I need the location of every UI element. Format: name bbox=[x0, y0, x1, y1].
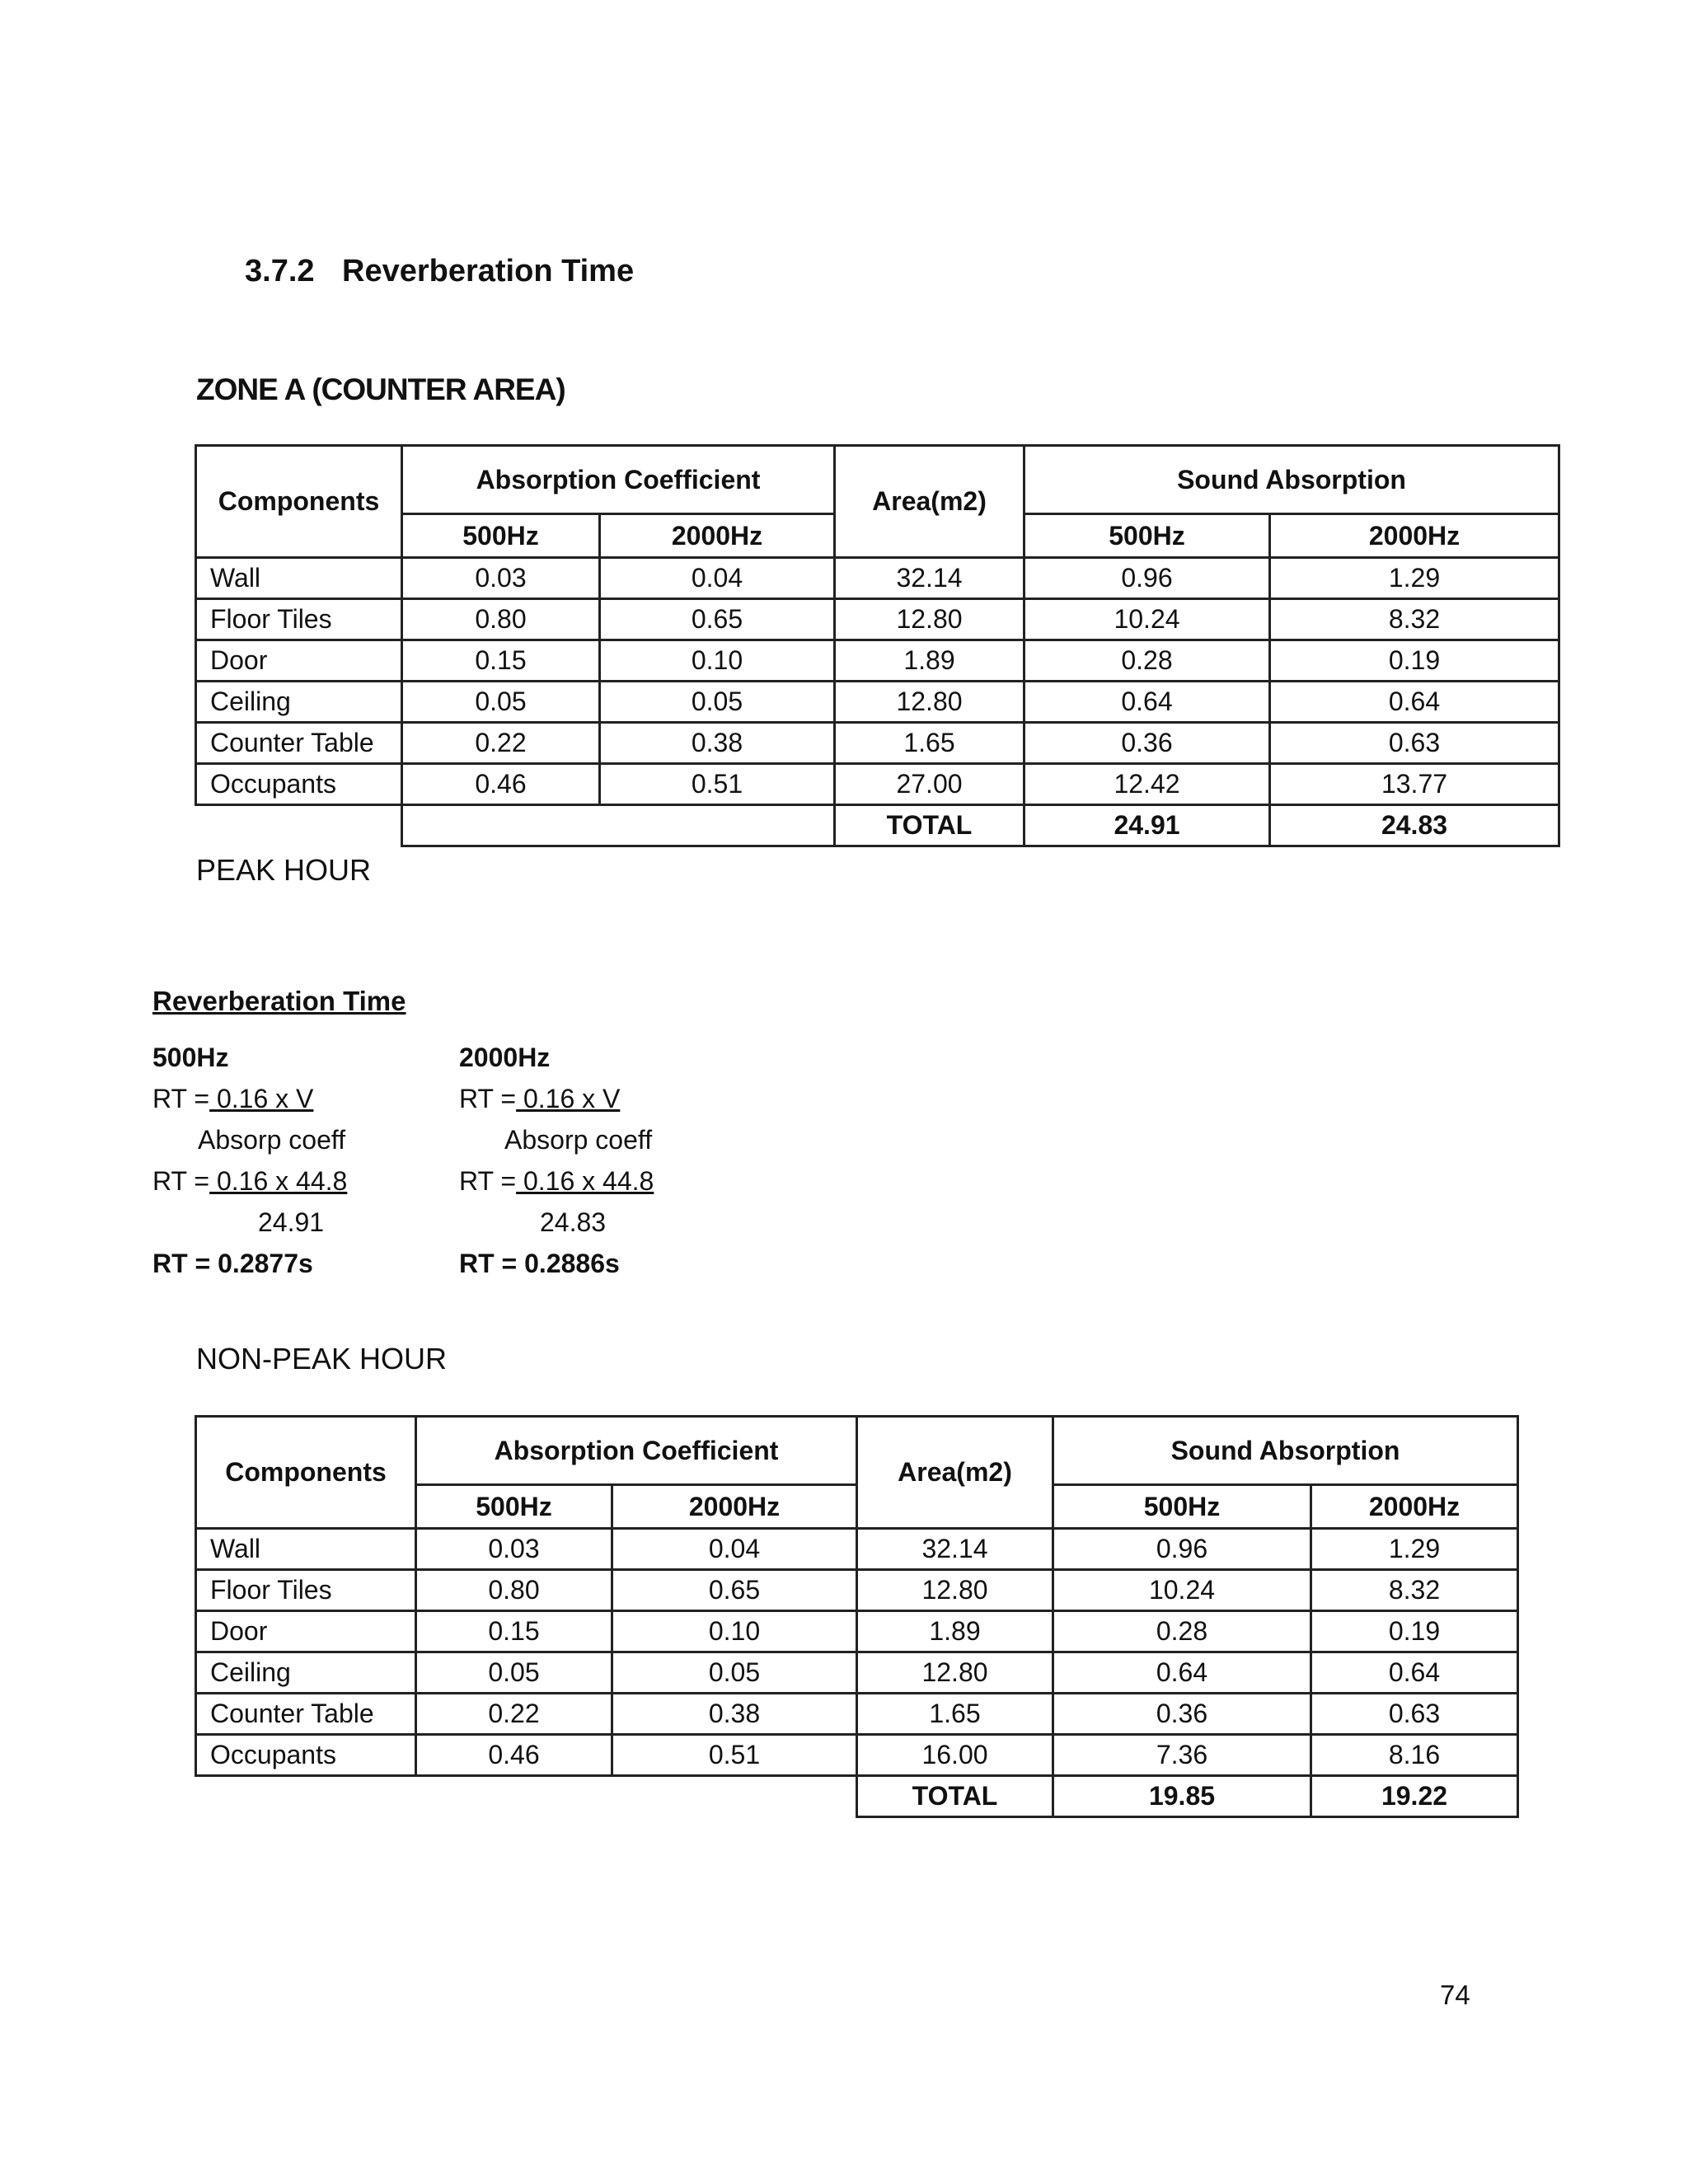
ac-2000hz-cell: 0.10 bbox=[600, 640, 835, 682]
ac-500hz-cell: 0.46 bbox=[416, 1735, 612, 1776]
ac-2000hz-cell: 0.65 bbox=[600, 599, 835, 640]
component-cell: Counter Table bbox=[196, 723, 402, 764]
ac-500hz-cell: 0.80 bbox=[402, 599, 600, 640]
component-cell: Wall bbox=[196, 1529, 416, 1570]
section-number: 3.7.2 bbox=[245, 254, 315, 288]
rt-2000hz-calc bbox=[459, 1166, 654, 1197]
ac-2000hz-cell: 0.51 bbox=[612, 1735, 857, 1776]
sa-2000hz-cell: 0.19 bbox=[1270, 640, 1559, 682]
ac-500hz-cell: 0.15 bbox=[416, 1611, 612, 1652]
sa-2000hz-cell: 0.64 bbox=[1270, 682, 1559, 723]
sa-500hz-cell: 0.36 bbox=[1053, 1694, 1311, 1735]
area-cell: 1.65 bbox=[857, 1694, 1053, 1735]
rt-formula-denominator: Absorp coeff bbox=[504, 1125, 653, 1155]
area-cell: 32.14 bbox=[857, 1529, 1053, 1570]
ac-2000hz-cell: 0.38 bbox=[612, 1694, 857, 1735]
area-cell: 32.14 bbox=[835, 558, 1025, 599]
sa-500hz-cell: 0.28 bbox=[1025, 640, 1270, 682]
sa-500hz-cell: 0.96 bbox=[1025, 558, 1270, 599]
table-row bbox=[196, 1570, 1518, 1611]
component-cell: Floor Tiles bbox=[196, 599, 402, 640]
total-2000hz: 19.22 bbox=[1311, 1776, 1518, 1817]
sa-2000hz-cell: 0.19 bbox=[1311, 1611, 1518, 1652]
rt-500hz-result: RT = 0.2877s bbox=[152, 1249, 313, 1278]
table-row bbox=[196, 723, 1559, 764]
sa-2000hz-cell: 8.32 bbox=[1270, 599, 1559, 640]
rt-prefix: RT = bbox=[459, 1166, 517, 1196]
ac-500hz-cell: 0.05 bbox=[402, 682, 600, 723]
peak-hour-table bbox=[195, 444, 1560, 847]
component-cell: Counter Table bbox=[196, 1694, 416, 1735]
rt-formula-denominator: Absorp coeff bbox=[198, 1125, 346, 1155]
rt-calc-numerator: 0.16 x 44.8 bbox=[516, 1166, 654, 1196]
table-row bbox=[196, 640, 1559, 682]
ac-2000hz-cell: 0.38 bbox=[600, 723, 835, 764]
components-header: Components bbox=[196, 1417, 416, 1529]
sa-500hz-header: 500Hz bbox=[1053, 1485, 1311, 1529]
area-cell: 27.00 bbox=[835, 764, 1025, 805]
table-row bbox=[196, 1611, 1518, 1652]
rt-2000hz-formula bbox=[459, 1084, 620, 1114]
area-cell: 1.89 bbox=[857, 1611, 1053, 1652]
rt-500hz-formula bbox=[152, 1084, 313, 1114]
table-row bbox=[196, 1652, 1518, 1694]
component-cell: Door bbox=[196, 1611, 416, 1652]
sa-500hz-cell: 0.64 bbox=[1025, 682, 1270, 723]
non-peak-hour-table bbox=[195, 1415, 1519, 1818]
reverberation-title: Reverberation Time bbox=[152, 986, 406, 1016]
ac-500hz-cell: 0.80 bbox=[416, 1570, 612, 1611]
area-cell: 12.80 bbox=[835, 682, 1025, 723]
ac-500hz-cell: 0.22 bbox=[416, 1694, 612, 1735]
table-row bbox=[196, 682, 1559, 723]
table-row bbox=[196, 764, 1559, 805]
total-2000hz: 24.83 bbox=[1270, 805, 1559, 846]
component-cell: Door bbox=[196, 640, 402, 682]
sa-500hz-cell: 10.24 bbox=[1025, 599, 1270, 640]
section-title: Reverberation Time bbox=[342, 254, 635, 288]
sa-500hz-cell: 7.36 bbox=[1053, 1735, 1311, 1776]
sa-500hz-header: 500Hz bbox=[1025, 514, 1270, 558]
area-cell: 1.65 bbox=[835, 723, 1025, 764]
total-500hz: 19.85 bbox=[1053, 1776, 1311, 1817]
table-row bbox=[196, 558, 1559, 599]
absorption-coefficient-header: Absorption Coefficient bbox=[416, 1417, 857, 1485]
sa-500hz-cell: 10.24 bbox=[1053, 1570, 1311, 1611]
area-header: Area(m2) bbox=[835, 446, 1025, 558]
ac-2000hz-header: 2000Hz bbox=[600, 514, 835, 558]
absorption-coefficient-header: Absorption Coefficient bbox=[402, 446, 835, 514]
area-cell: 16.00 bbox=[857, 1735, 1053, 1776]
ac-500hz-cell: 0.03 bbox=[416, 1529, 612, 1570]
sa-2000hz-cell: 8.32 bbox=[1311, 1570, 1518, 1611]
sa-2000hz-cell: 13.77 bbox=[1270, 764, 1559, 805]
components-header: Components bbox=[196, 446, 402, 558]
ac-2000hz-cell: 0.04 bbox=[600, 558, 835, 599]
ac-2000hz-cell: 0.05 bbox=[600, 682, 835, 723]
ac-2000hz-cell: 0.10 bbox=[612, 1611, 857, 1652]
table-row bbox=[196, 599, 1559, 640]
area-cell: 12.80 bbox=[835, 599, 1025, 640]
rt-2000hz-freq: 2000Hz bbox=[459, 1043, 551, 1072]
total-row bbox=[196, 1776, 1518, 1817]
rt-calc-numerator: 0.16 x 44.8 bbox=[209, 1166, 348, 1196]
table-row bbox=[196, 1735, 1518, 1776]
sa-2000hz-header: 2000Hz bbox=[1270, 514, 1559, 558]
sa-2000hz-cell: 8.16 bbox=[1311, 1735, 1518, 1776]
ac-2000hz-header: 2000Hz bbox=[612, 1485, 857, 1529]
sound-absorption-header: Sound Absorption bbox=[1053, 1417, 1518, 1485]
ac-2000hz-cell: 0.51 bbox=[600, 764, 835, 805]
total-label: TOTAL bbox=[857, 1776, 1053, 1817]
sa-500hz-cell: 0.96 bbox=[1053, 1529, 1311, 1570]
sa-2000hz-cell: 0.63 bbox=[1311, 1694, 1518, 1735]
rt-formula-numerator: 0.16 x V bbox=[516, 1084, 621, 1113]
ac-2000hz-cell: 0.65 bbox=[612, 1570, 857, 1611]
ac-500hz-cell: 0.03 bbox=[402, 558, 600, 599]
component-cell: Occupants bbox=[196, 1735, 416, 1776]
sa-2000hz-cell: 1.29 bbox=[1270, 558, 1559, 599]
rt-calc-denominator: 24.91 bbox=[258, 1207, 325, 1237]
table-row bbox=[196, 1694, 1518, 1735]
rt-calc-denominator: 24.83 bbox=[540, 1207, 607, 1237]
page-number: 74 bbox=[1440, 1980, 1470, 2010]
area-cell: 12.80 bbox=[857, 1652, 1053, 1694]
rt-2000hz-result: RT = 0.2886s bbox=[459, 1249, 620, 1278]
component-cell: Ceiling bbox=[196, 682, 402, 723]
section-heading bbox=[245, 254, 634, 289]
total-row bbox=[196, 805, 1559, 846]
rt-500hz-calc bbox=[152, 1166, 347, 1197]
ac-2000hz-cell: 0.05 bbox=[612, 1652, 857, 1694]
sa-2000hz-cell: 0.63 bbox=[1270, 723, 1559, 764]
total-label: TOTAL bbox=[835, 805, 1025, 846]
area-cell: 12.80 bbox=[857, 1570, 1053, 1611]
component-cell: Ceiling bbox=[196, 1652, 416, 1694]
sa-2000hz-cell: 0.64 bbox=[1311, 1652, 1518, 1694]
zone-title: ZONE A (COUNTER AREA) bbox=[196, 373, 565, 406]
empty-total-cell bbox=[402, 805, 835, 846]
sa-500hz-cell: 12.42 bbox=[1025, 764, 1270, 805]
component-cell: Wall bbox=[196, 558, 402, 599]
ac-2000hz-cell: 0.04 bbox=[612, 1529, 857, 1570]
sa-500hz-cell: 0.64 bbox=[1053, 1652, 1311, 1694]
sa-500hz-cell: 0.28 bbox=[1053, 1611, 1311, 1652]
ac-500hz-cell: 0.22 bbox=[402, 723, 600, 764]
ac-500hz-cell: 0.46 bbox=[402, 764, 600, 805]
component-cell: Occupants bbox=[196, 764, 402, 805]
sound-absorption-header: Sound Absorption bbox=[1025, 446, 1559, 514]
rt-500hz-freq: 500Hz bbox=[152, 1043, 229, 1072]
rt-prefix: RT = bbox=[152, 1166, 210, 1196]
rt-prefix: RT = bbox=[152, 1084, 210, 1113]
sa-500hz-cell: 0.36 bbox=[1025, 723, 1270, 764]
ac-500hz-header: 500Hz bbox=[402, 514, 600, 558]
sa-2000hz-header: 2000Hz bbox=[1311, 1485, 1518, 1529]
area-cell: 1.89 bbox=[835, 640, 1025, 682]
sa-2000hz-cell: 1.29 bbox=[1311, 1529, 1518, 1570]
area-header: Area(m2) bbox=[857, 1417, 1053, 1529]
peak-hour-label: PEAK HOUR bbox=[196, 853, 372, 887]
total-500hz: 24.91 bbox=[1025, 805, 1270, 846]
non-peak-hour-label: NON-PEAK HOUR bbox=[196, 1342, 448, 1376]
ac-500hz-cell: 0.05 bbox=[416, 1652, 612, 1694]
component-cell: Floor Tiles bbox=[196, 1570, 416, 1611]
ac-500hz-header: 500Hz bbox=[416, 1485, 612, 1529]
rt-prefix: RT = bbox=[459, 1084, 517, 1113]
ac-500hz-cell: 0.15 bbox=[402, 640, 600, 682]
rt-formula-numerator: 0.16 x V bbox=[209, 1084, 314, 1113]
table-row bbox=[196, 1529, 1518, 1570]
